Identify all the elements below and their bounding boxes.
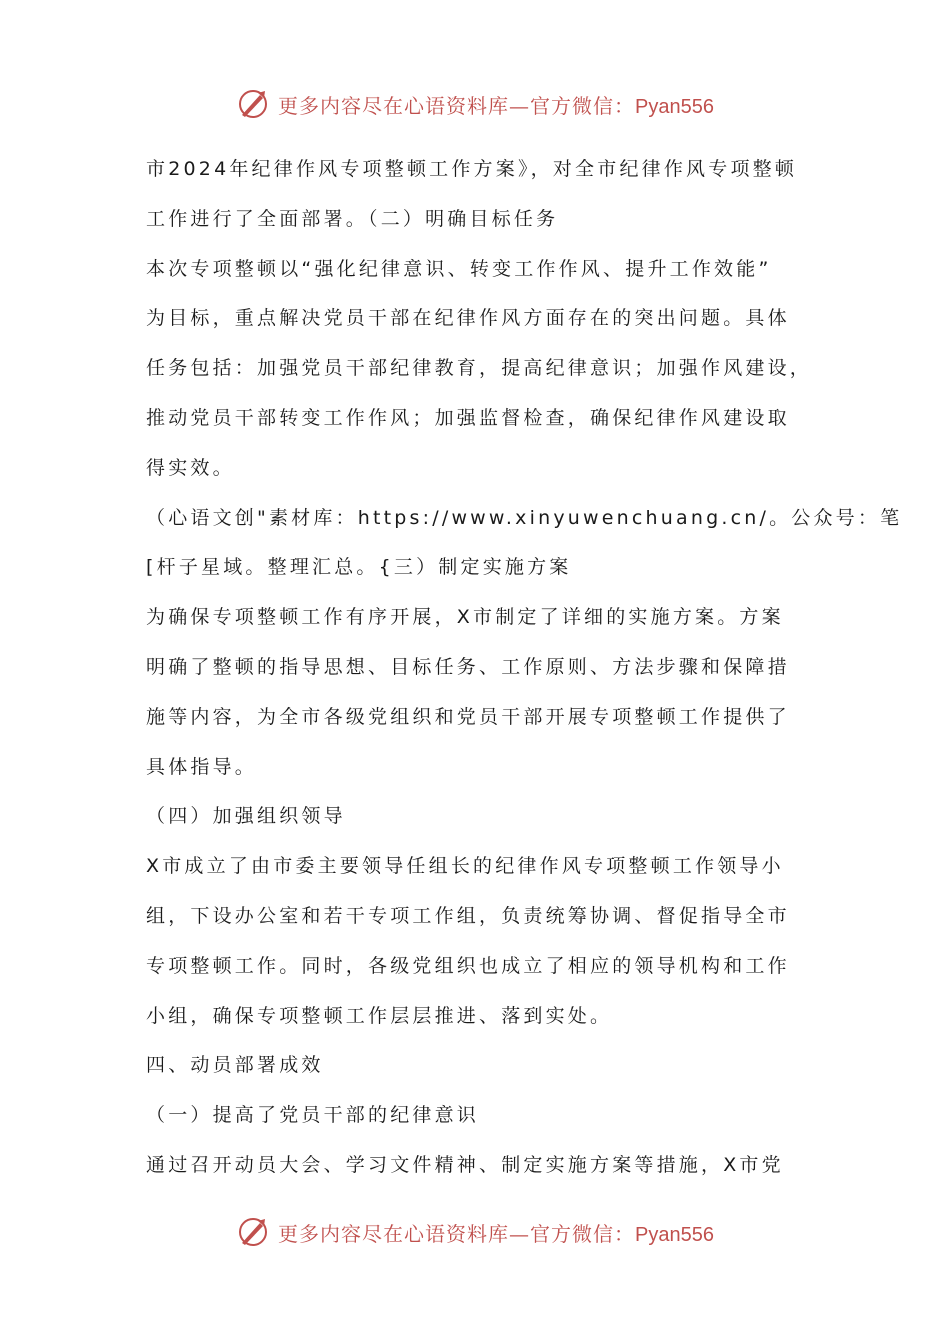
body-line: 明确了整顿的指导思想、目标任务、工作原则、方法步骤和保障措 [146, 655, 790, 678]
body-line: 组，下设办公室和若干专项工作组，负责统筹协调、督促指导全市 [146, 904, 790, 927]
body-line: 小组，确保专项整顿工作层层推进、落到实处。 [146, 1004, 613, 1027]
body-line: 施等内容，为全市各级党组织和党员干部开展专项整顿工作提供了 [146, 705, 790, 728]
body-line: [杆子星域。整理汇总。{三）制定实施方案 [146, 556, 572, 579]
body-line: 为目标，重点解决党员干部在纪律作风方面存在的突出问题。具体 [146, 307, 790, 330]
section-heading: 四、动员部署成效 [146, 1054, 324, 1077]
body-line: 任务包括：加强党员干部纪律教育，提高纪律意识；加强作风建设， [146, 357, 813, 380]
body-line: 通过召开动员大会、学习文件精神、制定实施方案等措施，X市党 [146, 1153, 784, 1176]
watermark-main-text: 更多内容尽在心语资料库—官方微信： [278, 1221, 636, 1246]
body-line: 工作进行了全面部署。（二）明确目标任务 [146, 207, 559, 230]
document-body [146, 149, 903, 1195]
body-line: X市成立了由市委主要领导任组长的纪律作风专项整顿工作领导小 [146, 855, 784, 878]
body-line: 为确保专项整顿工作有序开展，X市制定了详细的实施方案。方案 [146, 606, 784, 629]
header-watermark [0, 84, 950, 124]
body-line: 本次专项整顿以“强化纪律意识、转变工作作风、提升工作效能” [146, 257, 772, 280]
section-heading: （四）加强组织领导 [146, 805, 346, 828]
body-line: 推动党员干部转变工作作风；加强监督检查，确保纪律作风建设取 [146, 406, 790, 429]
body-line: 市2024年纪律作风专项整顿工作方案》，对全市纪律作风专项整顿 [146, 158, 798, 180]
watermark-wechat-id: Pyan556 [635, 1223, 714, 1246]
pen-logo-icon [236, 87, 270, 121]
watermark-text [278, 90, 714, 119]
section-heading: （一）提高了党员干部的纪律意识 [146, 1104, 480, 1127]
body-line: （心语文创"素材库：https://www.xinyuwenchuang.cn/。公众号：笔 [146, 506, 903, 529]
watermark-main-text: 更多内容尽在心语资料库—官方微信： [278, 93, 636, 118]
body-line: 得实效。 [146, 456, 235, 479]
watermark-wechat-id: Pyan556 [635, 95, 714, 118]
watermark-text [278, 1218, 714, 1247]
body-line: 专项整顿工作。同时，各级党组织也成立了相应的领导机构和工作 [146, 954, 790, 977]
body-line: 具体指导。 [146, 755, 258, 778]
footer-watermark [0, 1212, 950, 1252]
pen-logo-icon [236, 1215, 270, 1249]
